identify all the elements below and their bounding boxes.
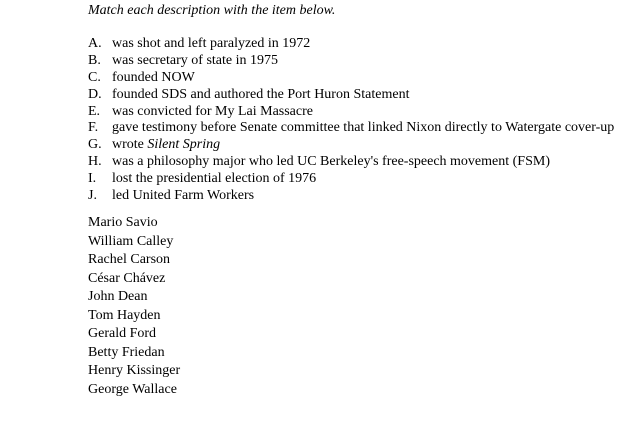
description-text: was a philosophy major who led UC Berkeley's free-speech movement (FSM) — [112, 154, 550, 170]
description-letter: I. — [88, 171, 97, 187]
description-letter: A. — [88, 36, 102, 51]
description-letter: F. — [88, 120, 99, 136]
description-text: led United Farm Workers — [112, 188, 255, 204]
name-text: Betty Friedan — [88, 344, 165, 360]
description-letter: E. — [88, 103, 101, 119]
name-text: Rachel Carson — [88, 252, 171, 267]
description-text: was secretary of state in 1975 — [112, 52, 278, 68]
description-letter: B. — [88, 52, 101, 68]
description-text: was shot and left paralyzed in 1972 — [112, 36, 311, 51]
description-letter: D. — [88, 86, 102, 102]
description-text: founded NOW — [112, 69, 195, 85]
description-letter: C. — [88, 69, 101, 85]
description-letter: G. — [88, 137, 102, 153]
description-text: was convicted for My Lai Massacre — [112, 103, 313, 119]
name-text: Henry Kissinger — [88, 363, 181, 378]
name-text: George Wallace — [88, 381, 177, 397]
instructions-text: Match each description with the item below. — [88, 3, 336, 18]
name-text: César Chávez — [88, 270, 166, 286]
name-text: Tom Hayden — [88, 307, 161, 323]
description-letter: J. — [88, 188, 97, 204]
name-text: Gerald Ford — [88, 326, 157, 341]
name-text: John Dean — [88, 289, 148, 304]
description-text: lost the presidential election of 1976 — [112, 171, 317, 187]
book-title: Silent Spring — [147, 137, 221, 153]
description-letter: H. — [88, 154, 102, 170]
description-text: founded SDS and authored the Port Huron Statement — [112, 86, 410, 102]
description-text: wrote Silent Spring — [112, 137, 221, 153]
name-text: William Calley — [88, 233, 174, 249]
description-text: gave testimony before Senate committee that linked Nixon directly to Watergate cover-up — [112, 120, 615, 136]
name-text: Mario Savio — [88, 215, 158, 230]
